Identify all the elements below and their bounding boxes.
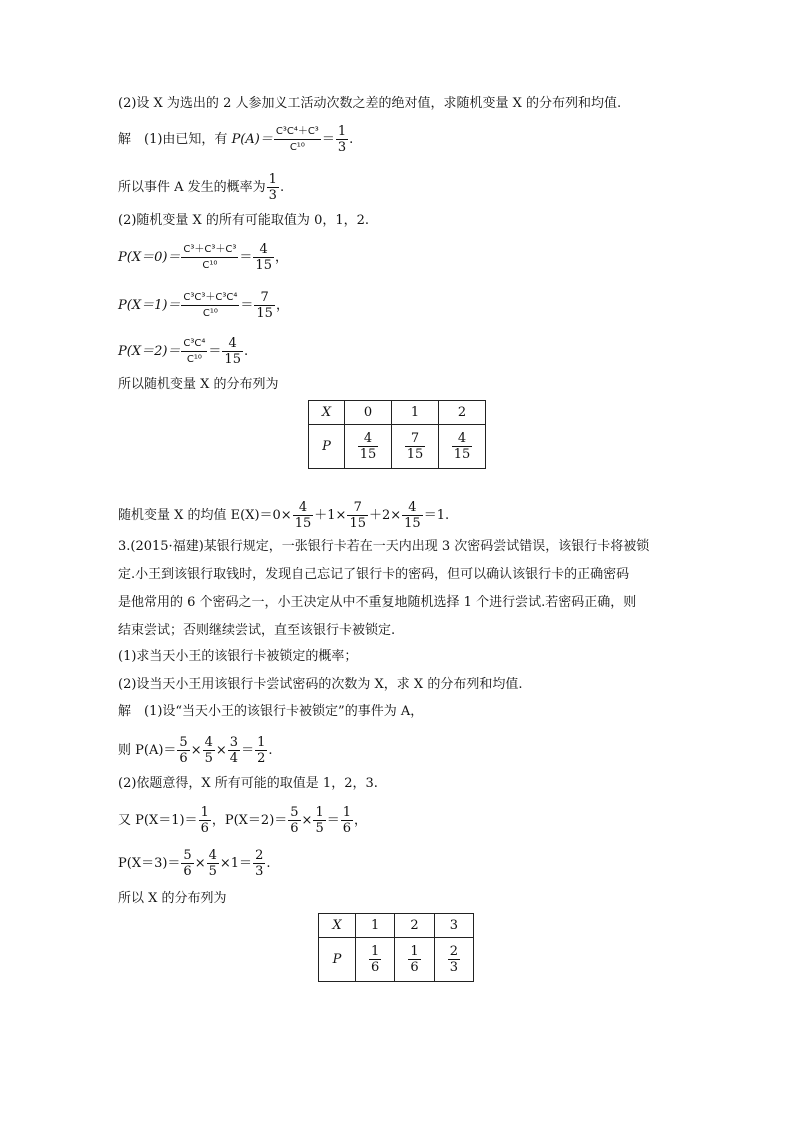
px-fraction (253, 848, 265, 879)
equals-sign: ＝ (326, 813, 340, 828)
table-cell (434, 938, 473, 982)
pa-label: P(A)＝ (231, 132, 273, 147)
cell-fraction (448, 944, 460, 975)
px2-line (118, 336, 248, 367)
fraction-numerator: 7 (347, 500, 368, 516)
solution-3-px12-line (118, 805, 367, 836)
table-cell (395, 938, 434, 982)
px1-prefix: 又 P(X＝1)＝ (118, 813, 198, 828)
px-fraction (341, 805, 353, 836)
fraction-denominator: 4 (229, 751, 239, 766)
comma: ， (354, 813, 368, 828)
solution-1-line (118, 124, 353, 155)
fraction-denominator: 6 (342, 821, 352, 836)
table-row (319, 938, 474, 982)
fraction-numerator: 1 (268, 172, 277, 187)
px1-result-fraction (254, 290, 275, 321)
fraction-denominator: C¹⁰ (289, 142, 305, 153)
times-sign: × (301, 813, 313, 828)
distribution-table-1 (308, 400, 486, 469)
table-header-cell: 2 (439, 401, 486, 425)
combination-fraction (274, 124, 321, 155)
fraction-denominator: 15 (224, 352, 241, 367)
solution-3-line-1: 解 (1)设“当天小王的该银行卡被锁定”的事件为 A， (118, 704, 424, 719)
px1-lhs: P(X＝1)＝ (118, 298, 181, 313)
fraction-numerator: C³C³＋C³C⁴ (181, 290, 239, 306)
solution-3-values-line: (2)依题意得，X 所有可能的取值是 1，2，3. (118, 776, 378, 791)
fraction-numerator: 4 (293, 500, 314, 516)
mean-fraction (347, 500, 368, 531)
times-sign: ×1＝ (219, 856, 253, 871)
fraction-denominator: C¹⁰ (186, 354, 202, 365)
fraction-numerator: C³＋C³＋C³ (181, 242, 238, 258)
period: . (243, 344, 249, 359)
table-cell (439, 425, 486, 469)
fraction-denominator: 6 (200, 821, 209, 836)
fraction-numerator: 1 (342, 805, 352, 820)
question-3-line-2: 定.小王到该银行取钱时，发现自己忘记了银行卡的密码，但可以确认该银行卡的正确密码 (118, 567, 630, 582)
fraction-numerator: 7 (254, 290, 275, 306)
fraction-numerator: 4 (253, 242, 274, 258)
table-cell (392, 425, 439, 469)
px1-line (118, 290, 289, 321)
mean-fraction (402, 500, 423, 531)
table-row (309, 401, 486, 425)
comma: ， (274, 250, 288, 265)
table-header-cell: 2 (395, 914, 434, 938)
table-header-cell: 1 (392, 401, 439, 425)
distribution-table-2 (318, 913, 474, 982)
cell-fraction (358, 431, 379, 462)
question-2-text: (2)设 X 为选出的 2 人参加义工活动次数之差的绝对值，求随机变量 X 的分布列和均值. (118, 96, 622, 111)
table-label-cell: P (319, 938, 356, 982)
equals-sign: ＝ (239, 250, 253, 265)
mean-result: ＝1. (423, 508, 450, 523)
fraction-denominator: 2 (257, 751, 266, 766)
table-header-cell: X (319, 914, 356, 938)
fraction-denominator: 15 (406, 447, 424, 462)
possible-values-line: (2)随机变量 X 的所有可能取值为 0，1，2. (118, 213, 370, 228)
probability-line (118, 172, 284, 203)
fraction-numerator: 4 (204, 735, 213, 750)
fraction-numerator: 1 (371, 944, 380, 959)
fraction-numerator: 7 (405, 431, 426, 447)
equals-sign: ＝ (321, 132, 335, 147)
table-cell (345, 425, 392, 469)
fraction-denominator: 5 (315, 821, 324, 836)
table-header-cell: 1 (356, 914, 395, 938)
cell-fraction (369, 944, 381, 975)
fraction-numerator: C³C⁴＋C³ (274, 124, 321, 140)
equals-sign: ＝ (208, 344, 222, 359)
fraction-denominator: 15 (294, 516, 312, 531)
pa-fraction (177, 735, 189, 766)
px1-combination-fraction (181, 290, 239, 321)
pa-fraction (203, 735, 215, 766)
solution-3-pa-line (118, 735, 273, 766)
px-fraction (313, 805, 325, 836)
fraction-numerator: 4 (402, 500, 423, 516)
fraction-numerator: 1 (200, 805, 209, 820)
equals-sign: ＝ (241, 743, 255, 758)
fraction-numerator: 4 (452, 431, 473, 447)
probability-text: 所以事件 A 发生的概率为 (118, 180, 266, 195)
solution-3-px3-line (118, 848, 270, 879)
px2-combination-fraction (181, 336, 207, 367)
pa-fraction (228, 735, 240, 766)
fraction-denominator: 6 (179, 751, 188, 766)
px2-result-fraction (222, 336, 243, 367)
table-cell (356, 938, 395, 982)
period: . (349, 132, 354, 147)
table-header-cell: 0 (345, 401, 392, 425)
times-sign: × (215, 743, 227, 758)
fraction-denominator: C¹⁰ (202, 260, 218, 271)
fraction-denominator: C¹⁰ (202, 308, 218, 319)
mean-fraction (293, 500, 314, 531)
fraction-denominator: 3 (449, 960, 458, 975)
fraction-denominator: 15 (453, 447, 471, 462)
fraction-numerator: 3 (229, 735, 239, 750)
fraction-numerator: 2 (255, 848, 264, 863)
cell-fraction (452, 431, 473, 462)
table-row (319, 914, 474, 938)
operator: ＋1× (314, 508, 347, 523)
px0-combination-fraction (181, 242, 238, 273)
fraction-denominator: 3 (255, 864, 264, 879)
px-fraction (181, 848, 193, 879)
fraction-numerator: 4 (208, 848, 217, 863)
fraction-denominator: 15 (359, 447, 377, 462)
question-3-line-4: 结束尝试；否则继续尝试，直至该银行卡被锁定. (118, 623, 396, 638)
px0-result-fraction (253, 242, 274, 273)
fraction-numerator: 1 (315, 805, 324, 820)
table-header-cell: 3 (434, 914, 473, 938)
fraction-denominator: 15 (349, 516, 366, 531)
fraction-numerator: C³C⁴ (181, 336, 207, 352)
mean-prefix: 随机变量 X 的均值 E(X)＝0× (118, 508, 292, 523)
fraction-denominator: 3 (268, 188, 277, 203)
table-row (309, 425, 486, 469)
fraction-denominator: 6 (410, 960, 419, 975)
fraction-denominator: 15 (255, 258, 272, 273)
distribution-intro-2: 所以 X 的分布列为 (118, 891, 227, 906)
result-fraction (336, 124, 348, 155)
mean-line-1 (118, 500, 449, 531)
fraction-numerator: 1 (257, 735, 266, 750)
px0-lhs: P(X＝0)＝ (118, 250, 181, 265)
operator: ＋2× (368, 508, 402, 523)
fraction-numerator: 1 (410, 944, 419, 959)
pa-prefix: 则 P(A)＝ (118, 743, 177, 758)
fraction-numerator: 2 (449, 944, 458, 959)
fraction-denominator: 3 (337, 140, 347, 155)
times-sign: × (194, 856, 206, 871)
question-3-line-1: 3.(2015·福建)某银行规定，一张银行卡若在一天内出现 3 次密码尝试错误，该银行卡将被锁 (118, 539, 650, 554)
px-fraction (207, 848, 219, 879)
fraction-denominator: 15 (404, 516, 421, 531)
period: . (266, 856, 271, 871)
fraction-denominator: 6 (183, 864, 192, 879)
question-3-sub-2: (2)设当天小王用该银行卡尝试密码的次数为 X，求 X 的分布列和均值. (118, 677, 523, 692)
fraction-numerator: 5 (179, 735, 188, 750)
px2-lhs: P(X＝2)＝ (118, 344, 181, 359)
table-header-cell: X (309, 401, 345, 425)
comma: ， (275, 298, 289, 313)
cell-fraction (408, 944, 420, 975)
table-label-cell: P (309, 425, 345, 469)
period: . (268, 743, 273, 758)
equals-sign: ＝ (240, 298, 254, 313)
px0-line (118, 242, 288, 273)
fraction-denominator: 15 (256, 306, 273, 321)
fraction-numerator: 5 (290, 805, 299, 820)
distribution-intro-1: 所以随机变量 X 的分布列为 (118, 377, 279, 392)
px-fraction (288, 805, 300, 836)
fraction-denominator: 5 (208, 864, 217, 879)
question-3-sub-1: (1)求当天小王的该银行卡被锁定的概率； (118, 649, 358, 664)
px2-prefix: ，P(X＝2)＝ (211, 813, 288, 828)
period: . (279, 180, 285, 195)
px-fraction (199, 805, 211, 836)
times-sign: × (190, 743, 202, 758)
probability-fraction (267, 172, 279, 203)
px3-prefix: P(X＝3)＝ (118, 856, 181, 871)
fraction-denominator: 6 (371, 960, 380, 975)
fraction-numerator: 4 (222, 336, 243, 352)
solution-prefix: 解 (1)由已知，有 (118, 132, 232, 147)
cell-fraction (405, 431, 426, 462)
fraction-numerator: 1 (337, 124, 347, 139)
question-3-line-3: 是他常用的 6 个密码之一，小王决定从中不重复地随机选择 1 个进行尝试.若密码正确，则 (118, 595, 637, 610)
fraction-denominator: 5 (204, 751, 213, 766)
fraction-denominator: 6 (290, 821, 299, 836)
fraction-numerator: 5 (183, 848, 192, 863)
pa-result-fraction (255, 735, 267, 766)
fraction-numerator: 4 (358, 431, 379, 447)
